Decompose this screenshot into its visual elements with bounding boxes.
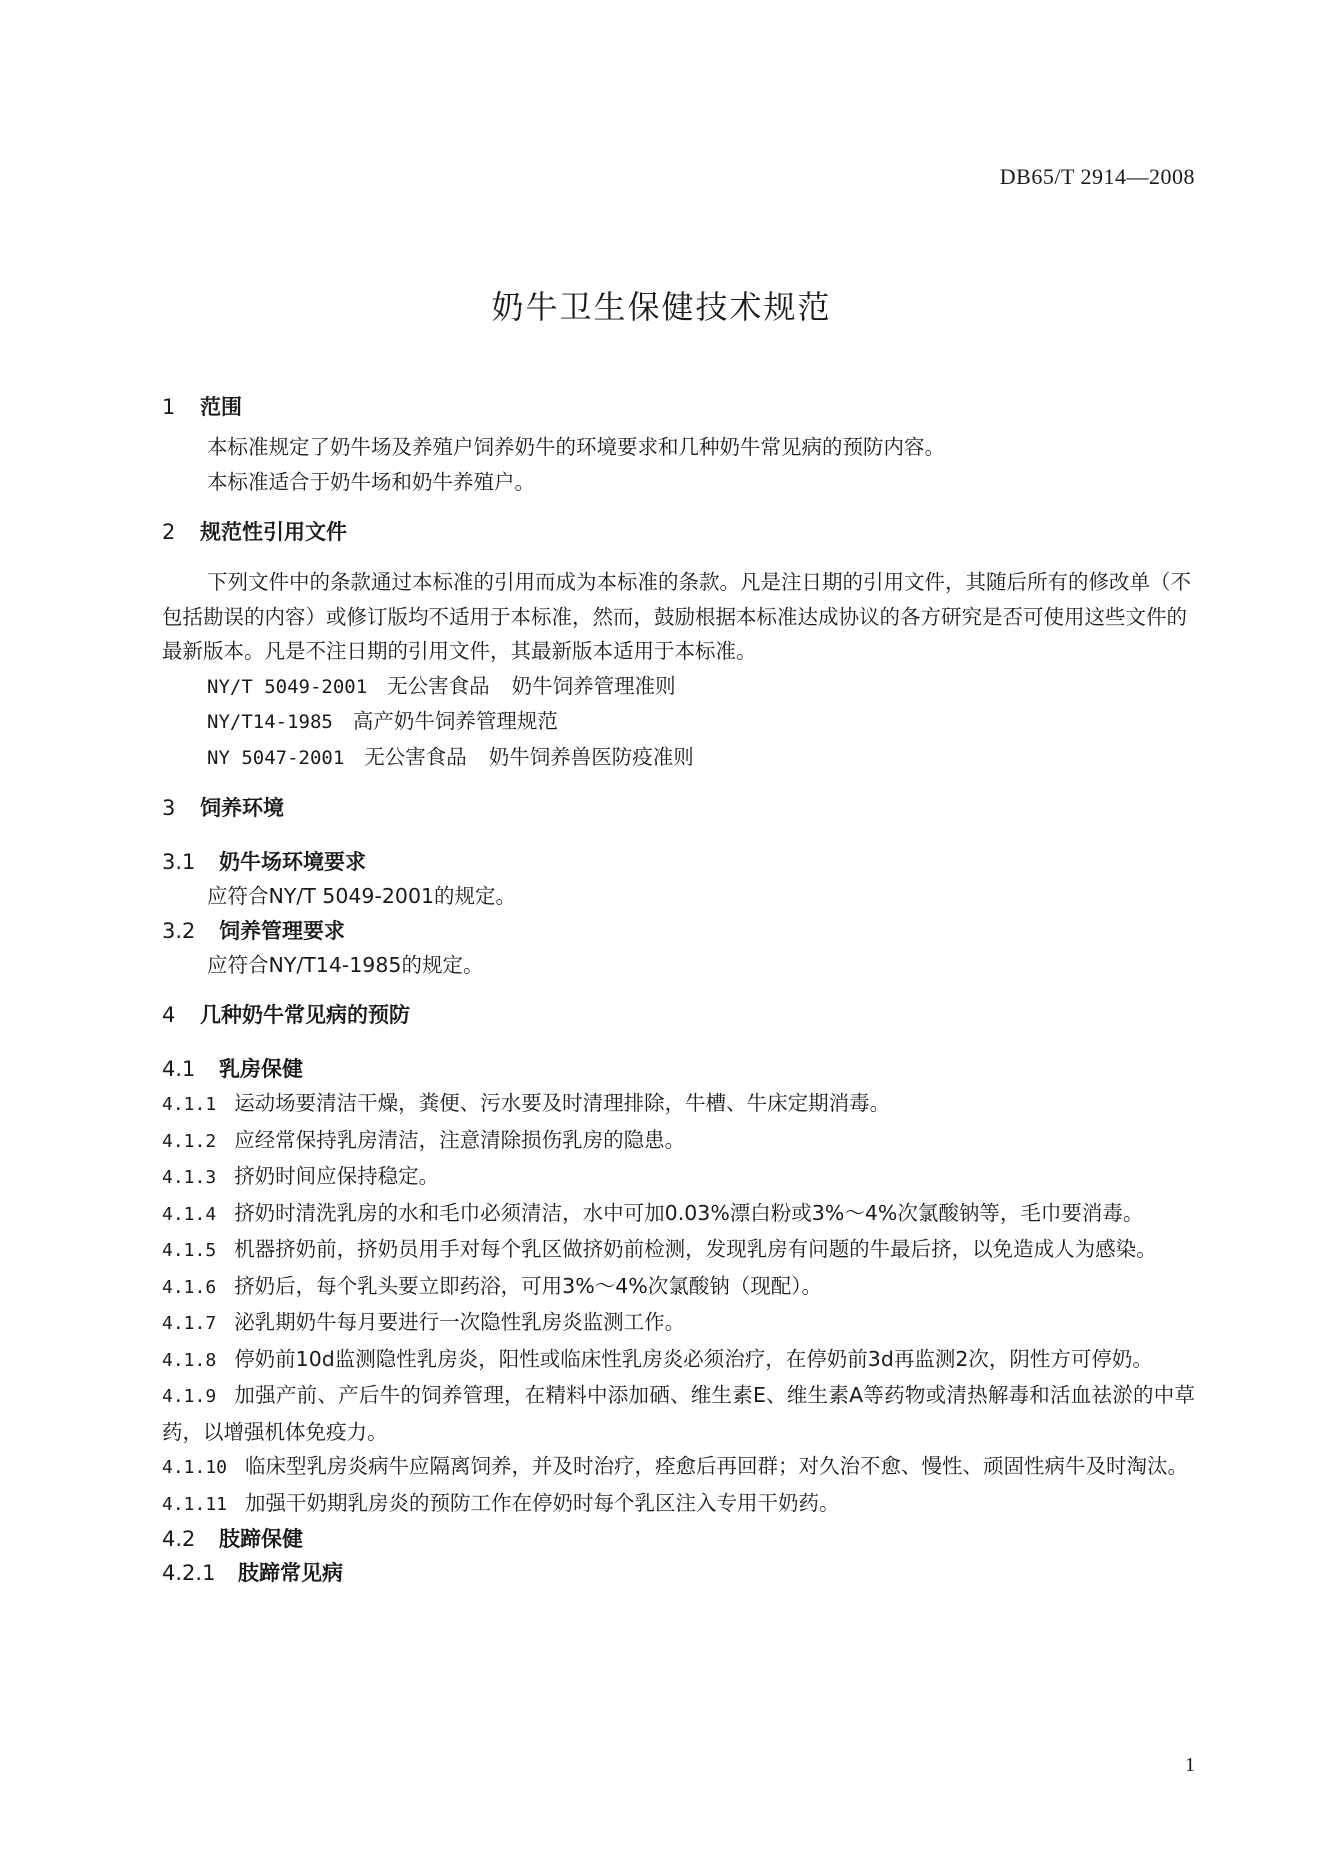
clause-number: 4.1.2 <box>162 1130 217 1152</box>
clause <box>162 1123 1195 1160</box>
clause-number: 4.1.11 <box>162 1493 228 1515</box>
clause-text: 停奶前10d监测隐性乳房炎，阳性或临床性乳房炎必须治疗，在停奶前3d再监测2次，阴性方可停奶。 <box>234 1346 1153 1371</box>
clause <box>162 1305 1195 1342</box>
clause <box>162 1196 1195 1233</box>
section-title: 几种奶牛常见病的预防 <box>200 1003 410 1027</box>
clause-number: 4.1.8 <box>162 1349 217 1371</box>
clause-text: 应经常保持乳房清洁，注意清除损伤乳房的隐患。 <box>234 1127 686 1152</box>
reference-item <box>162 704 1195 740</box>
subsection-4-2-heading <box>162 1522 1195 1556</box>
clause-text: 加强产前、产后牛的饲养管理，在精料中添加硒、维生素E、维生素A等药物或清热解毒和活血祛淤的中草药，以增强机体免疫力。 <box>162 1383 1195 1444</box>
clause <box>162 1159 1195 1196</box>
clause <box>162 1232 1195 1269</box>
section-2-heading <box>162 515 1195 549</box>
clause-text: 挤奶后，每个乳头要立即药浴，可用3%～4%次氯酸钠（现配）。 <box>234 1273 822 1298</box>
subsection-number: 3.2 <box>162 918 196 943</box>
clause-number: 4.1.10 <box>162 1457 228 1478</box>
reference-category: 无公害食品 <box>387 673 490 698</box>
subsection-number: 4.2.1 <box>162 1561 216 1585</box>
subsection-number: 4.1 <box>162 1057 196 1081</box>
reference-code: NY/T 5049-2001 <box>207 675 368 698</box>
clause <box>162 1378 1195 1449</box>
paragraph: 应符合NY/T 5049-2001的规定。 <box>207 884 517 908</box>
clause-number: 4.1.3 <box>162 1167 217 1188</box>
subsection-3-1-heading <box>162 845 1195 879</box>
reference-title: 奶牛饲养管理准则 <box>511 673 676 698</box>
clause <box>162 1342 1195 1379</box>
reference-item <box>162 669 1195 705</box>
section-3-heading <box>162 791 1195 825</box>
clause-text: 机器挤奶前，挤奶员用手对每个乳区做挤奶前检测，发现乳房有问题的牛最后挤，以免造成人为感染。 <box>234 1237 1157 1261</box>
reference-title: 高产奶牛饲养管理规范 <box>352 709 558 733</box>
document-title: 奶牛卫生保健技术规范 <box>491 288 832 326</box>
clause <box>162 1269 1195 1306</box>
reference-category: 无公害食品 <box>364 744 467 769</box>
clause-number: 4.1.1 <box>162 1094 217 1115</box>
subsection-title: 肢蹄保健 <box>219 1527 303 1551</box>
paragraph: 应符合NY/T14-1985的规定。 <box>207 952 484 977</box>
document-body <box>162 390 1195 1590</box>
clause-number: 4.1.5 <box>162 1240 217 1261</box>
subsection-title: 奶牛场环境要求 <box>219 850 366 874</box>
subsection-title: 饲养管理要求 <box>219 918 345 943</box>
clause-text: 运动场要清洁干燥，粪便、污水要及时清理排除，牛槽、牛床定期消毒。 <box>234 1091 891 1115</box>
subsection-number: 4.2 <box>162 1527 196 1551</box>
section-number: 3 <box>162 796 176 820</box>
subsection-4-1-heading <box>162 1052 1195 1086</box>
clause-number: 4.1.7 <box>162 1313 217 1334</box>
subsection-4-2-1-heading <box>162 1556 1195 1590</box>
clause <box>162 1486 1195 1523</box>
section-number: 1 <box>162 395 176 419</box>
section-4-heading <box>162 998 1195 1032</box>
section-title: 饲养环境 <box>200 796 284 820</box>
clause-text: 加强干奶期乳房炎的预防工作在停奶时每个乳区注入专用干奶药。 <box>245 1490 840 1515</box>
clause-text: 挤奶时清洗乳房的水和毛巾必须清洁，水中可加0.03%漂白粉或3%～4%次氯酸钠等，毛巾要消毒。 <box>234 1200 1144 1225</box>
standard-code: DB65/T 2914—2008 <box>999 164 1195 189</box>
reference-item <box>162 740 1195 776</box>
clause-text: 挤奶时间应保持稳定。 <box>234 1164 440 1188</box>
subsection-title: 肢蹄常见病 <box>238 1561 343 1585</box>
subsection-number: 3.1 <box>162 850 196 874</box>
paragraph: 本标准适合于奶牛场和奶牛养殖户。 <box>207 469 535 494</box>
section-title: 范围 <box>200 395 242 419</box>
section-number: 4 <box>162 1003 176 1027</box>
clause <box>162 1086 1195 1123</box>
clause-number: 4.1.6 <box>162 1276 217 1298</box>
paragraph: 本标准规定了奶牛场及养殖户饲养奶牛的环境要求和几种奶牛常见病的预防内容。 <box>207 435 945 459</box>
reference-code: NY/T14-1985 <box>207 711 333 733</box>
paragraph: 下列文件中的条款通过本标准的引用而成为本标准的条款。凡是注日期的引用文件，其随后所有的修改单（不包括勘误的内容）或修订版均不适用于本标准，然而，鼓励根据本标准达成协议的各方研究是否可使用这些文件的最新版本。凡是不注日期的引用文件，其最新版本适用于本标准。 <box>162 570 1191 663</box>
clause-number: 4.1.9 <box>162 1386 217 1407</box>
clause-number: 4.1.4 <box>162 1203 217 1225</box>
page-number: 1 <box>1185 1754 1195 1776</box>
clause <box>162 1449 1195 1486</box>
section-1-heading <box>162 390 1195 424</box>
reference-code: NY 5047-2001 <box>207 746 345 769</box>
section-title: 规范性引用文件 <box>200 520 347 544</box>
clause-text: 临床型乳房炎病牛应隔离饲养，并及时治疗，痊愈后再回群；对久治不愈、慢性、顽固性病牛及时淘汰。 <box>245 1454 1189 1478</box>
clause-text: 泌乳期奶牛每月要进行一次隐性乳房炎监测工作。 <box>234 1310 686 1334</box>
subsection-3-2-heading <box>162 914 1195 948</box>
subsection-title: 乳房保健 <box>219 1057 303 1081</box>
reference-title: 奶牛饲养兽医防疫准则 <box>488 744 694 769</box>
section-number: 2 <box>162 520 176 544</box>
